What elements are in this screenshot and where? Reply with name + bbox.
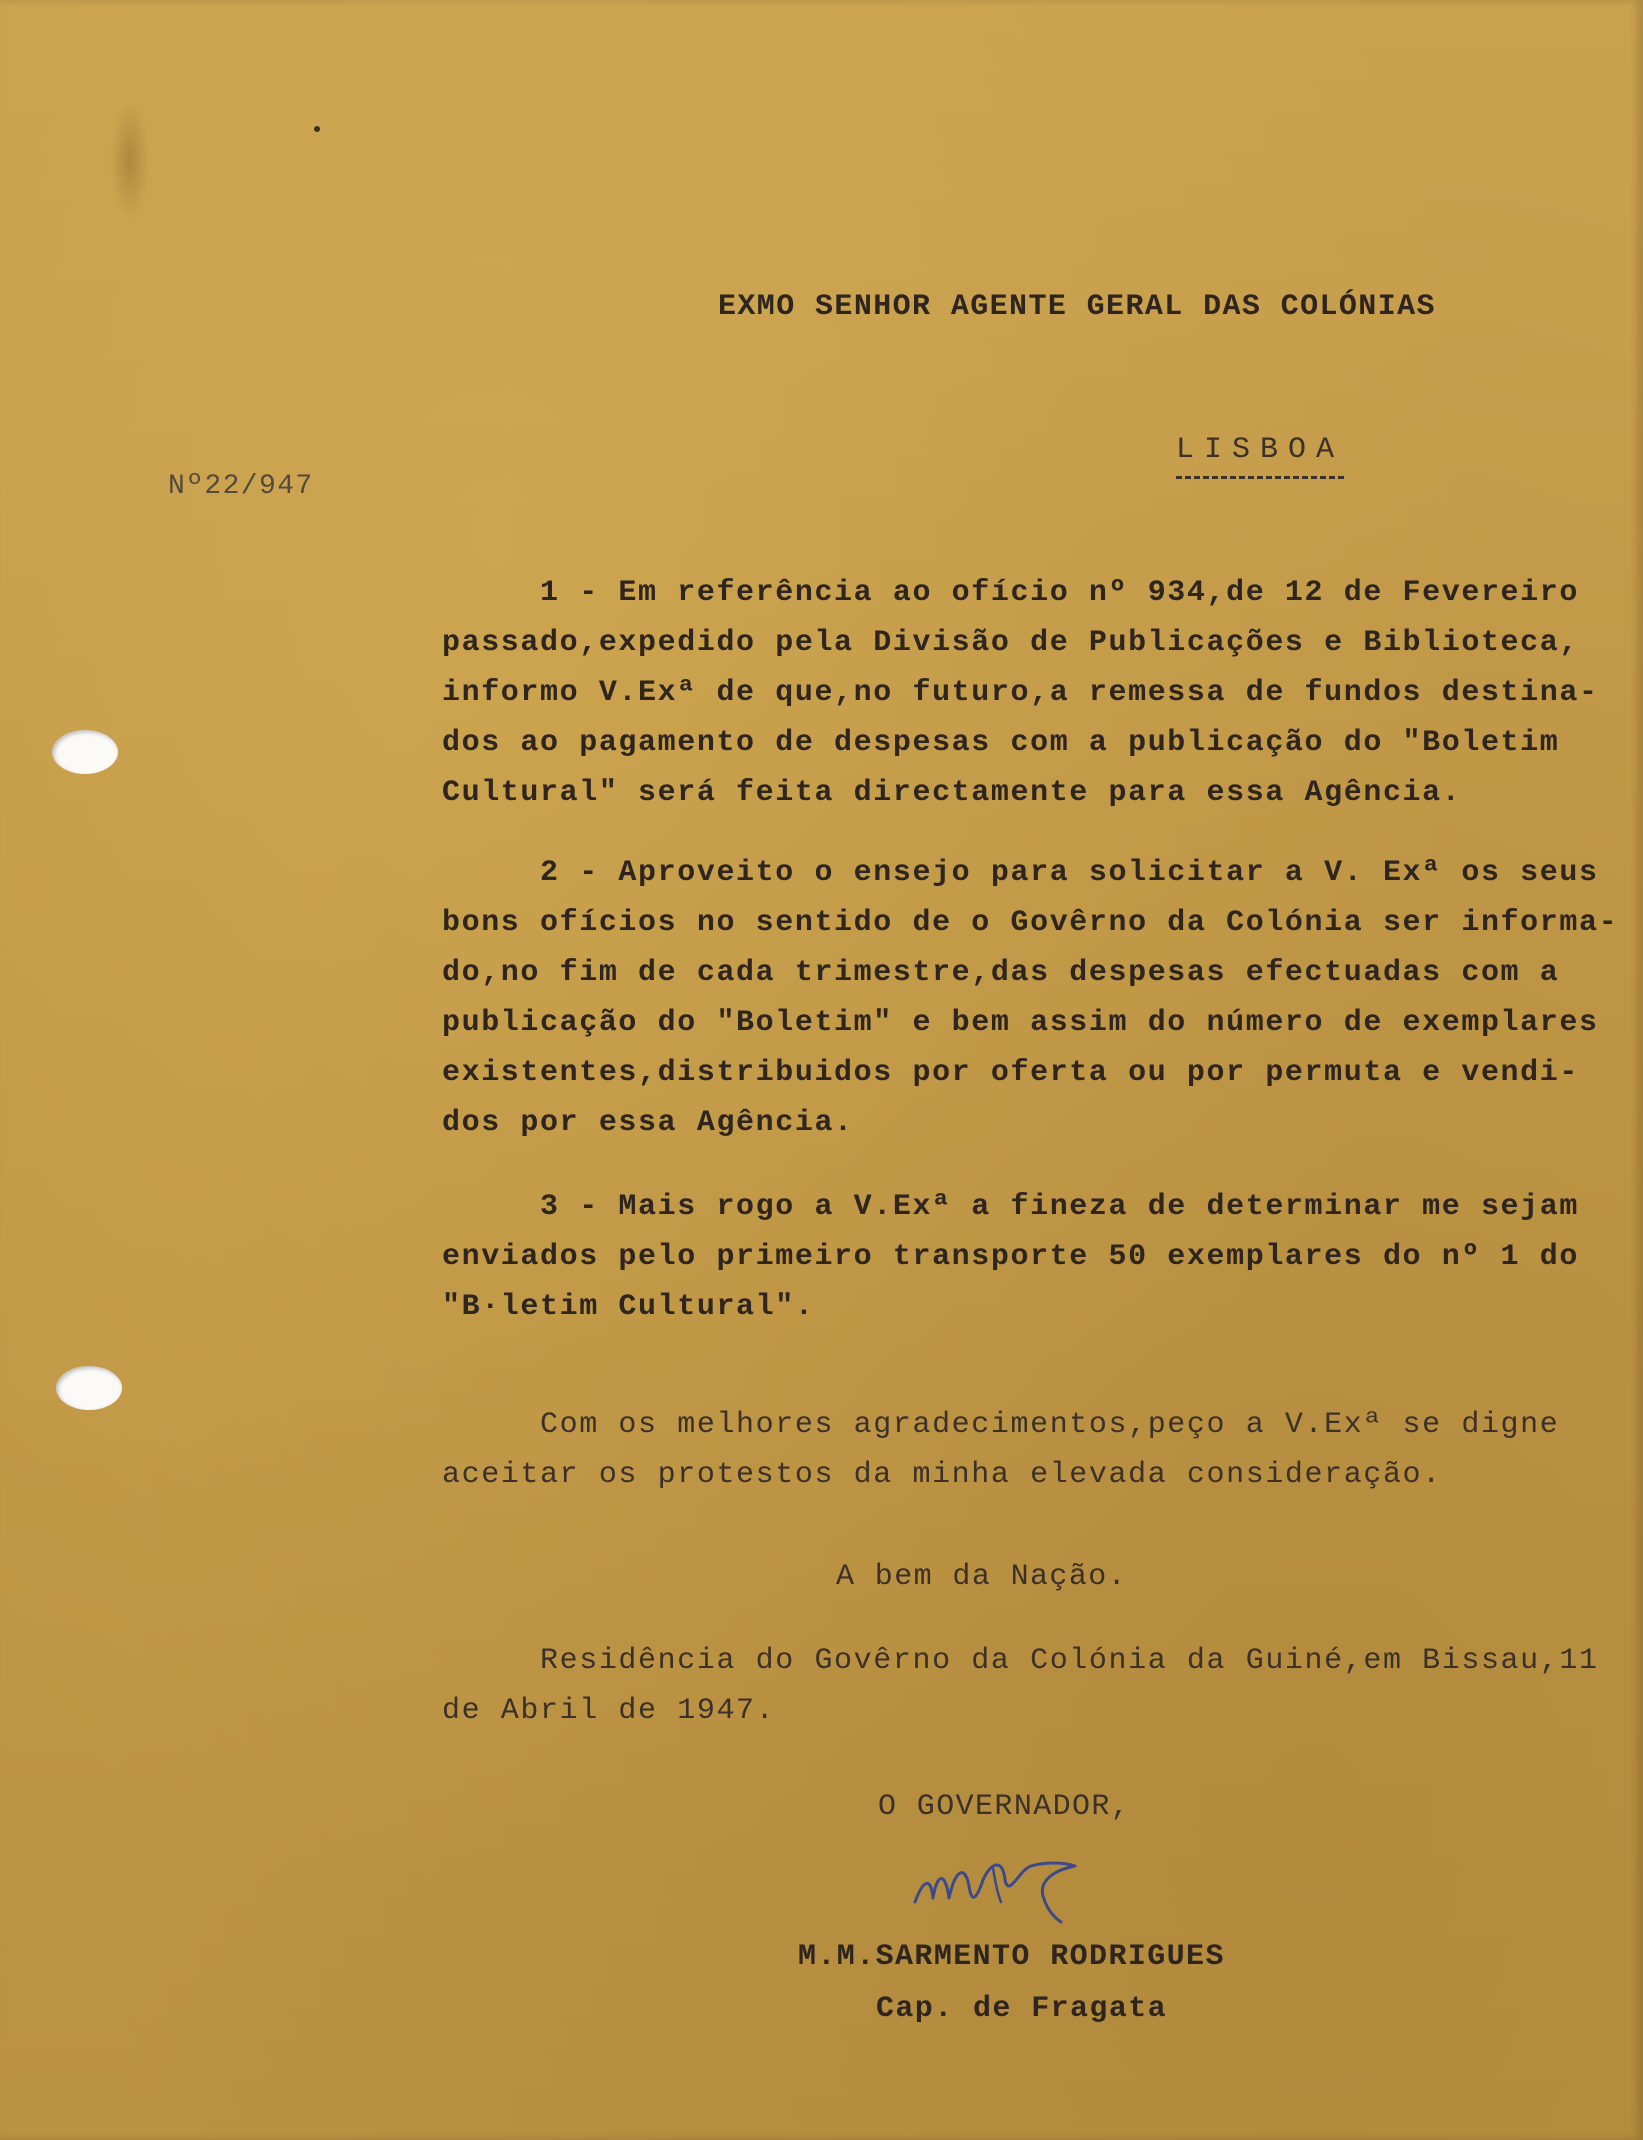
paragraph-2-line: do,no fim de cada trimestre,das despesas efectuadas com a xyxy=(442,956,1560,990)
place-date-line: Residência do Govêrno da Colónia da Guiné,em Bissau,11 xyxy=(442,1644,1599,1678)
paragraph-2-line: existentes,distribuidos por oferta ou por permuta e vendi- xyxy=(442,1056,1579,1090)
paragraph-1-line: dos ao pagamento de despesas com a publicação do "Boletim xyxy=(442,726,1560,760)
punch-hole-bottom xyxy=(56,1366,122,1410)
paper-stain xyxy=(110,100,150,220)
paragraph-3-line: 3 - Mais rogo a V.Exª a fineza de determinar me sejam xyxy=(442,1190,1579,1224)
place-date-line: de Abril de 1947. xyxy=(442,1694,776,1728)
signatory-title: O GOVERNADOR, xyxy=(878,1790,1131,1824)
paragraph-1-line: 1 - Em referência ao ofício nº 934,de 12 de Fevereiro xyxy=(442,576,1579,610)
paragraph-3-line: enviados pelo primeiro transporte 50 exemplares do nº 1 do xyxy=(442,1240,1579,1274)
paragraph-1-line: passado,expedido pela Divisão de Publicações e Biblioteca, xyxy=(442,626,1579,660)
signatory-rank: Cap. de Fragata xyxy=(876,1992,1168,2026)
closing-line: aceitar os protestos da minha elevada consideração. xyxy=(442,1458,1442,1492)
closing-line: Com os melhores agradecimentos,peço a V.Exª se digne xyxy=(442,1408,1560,1442)
paragraph-2-line: dos por essa Agência. xyxy=(442,1106,854,1140)
signatory-name: M.M.SARMENTO RODRIGUES xyxy=(798,1940,1225,1974)
salutation: A bem da Nação. xyxy=(836,1560,1128,1594)
paragraph-3-line: "B·letim Cultural". xyxy=(442,1290,815,1324)
ink-dot xyxy=(314,126,320,132)
addressee-heading: EXMO SENHOR AGENTE GERAL DAS COLÓNIAS xyxy=(718,290,1436,324)
punch-hole-top xyxy=(52,730,118,774)
paragraph-2-line: bons ofícios no sentido de o Govêrno da Colónia ser informa- xyxy=(442,906,1619,940)
paragraph-1-line: Cultural" será feita directamente para essa Agência. xyxy=(442,776,1462,810)
paragraph-2-line: publicação do "Boletim" e bem assim do número de exemplares xyxy=(442,1006,1599,1040)
paragraph-2-line: 2 - Aproveito o ensejo para solicitar a V. Exª os seus xyxy=(442,856,1599,890)
paragraph-1-line: informo V.Exª de que,no futuro,a remessa de fundos destina- xyxy=(442,676,1599,710)
reference-number: Nº22/947 xyxy=(168,471,314,502)
city-heading: LISBOA xyxy=(1176,430,1344,479)
